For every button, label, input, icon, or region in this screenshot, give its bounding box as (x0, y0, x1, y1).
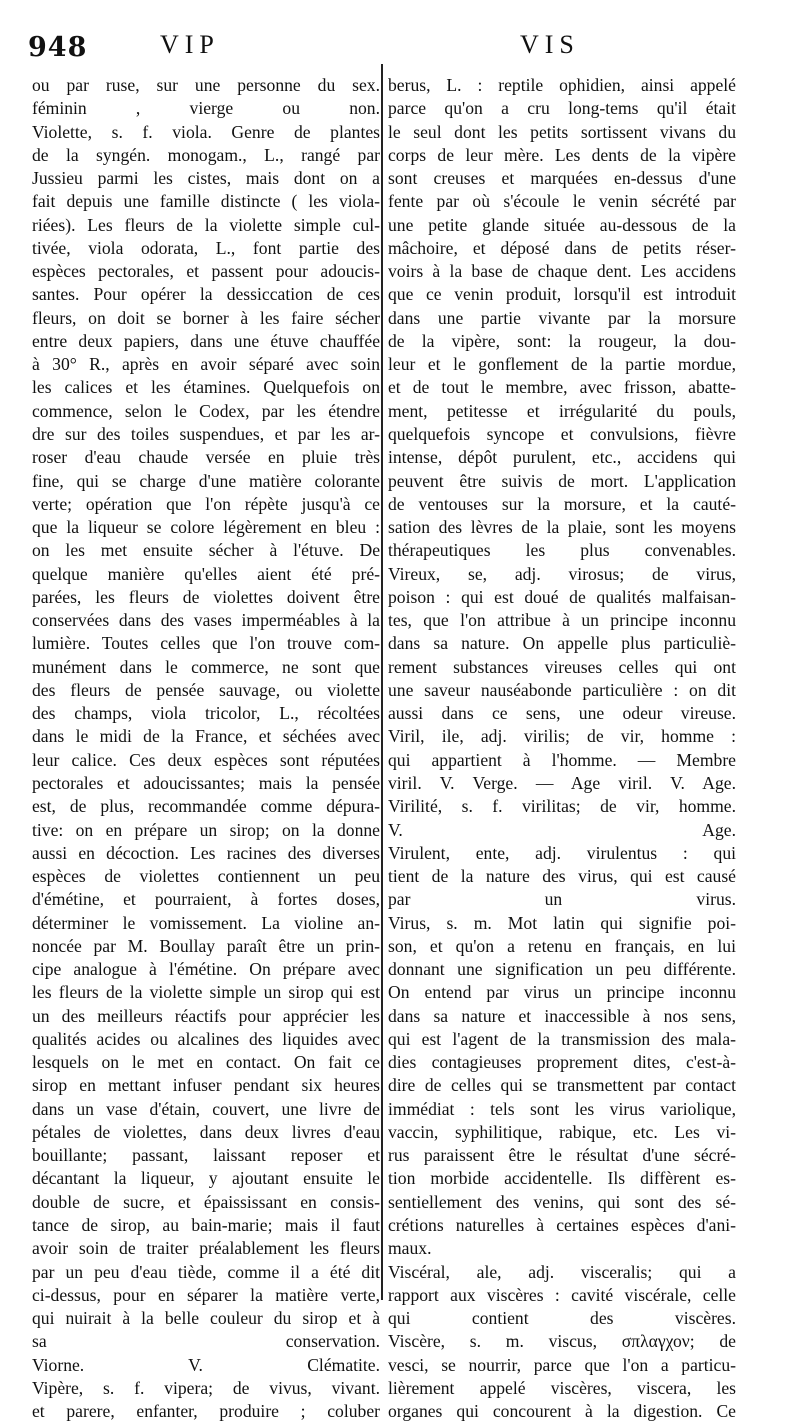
text-line: fleurs, on doit se borner à les faire sécher (32, 307, 380, 328)
text-line: les fleurs de la violette simple un sirop qui est (32, 982, 380, 1003)
text-line: on les met ensuite sécher à l'étuve. De (32, 540, 380, 561)
text-line: pétales de violettes, dans deux livres d'eau (32, 1121, 380, 1142)
text-line: immédiat : tels sont les virus variolique, (388, 1098, 736, 1119)
page-header (0, 0, 800, 70)
text-line: berus, L. : reptile ophidien, ainsi appelé (388, 75, 736, 95)
text-line: tive: on en prépare un sirop; on la donne (32, 819, 380, 840)
text-line: qualités acides ou alcalines des liquides avec (32, 1028, 380, 1049)
text-line: que ce venin produit, lorsqu'il est introduit (388, 284, 736, 305)
text-line: fait depuis une famille distincte ( les viola- (32, 191, 380, 212)
text-line: et de tout le membre, avec frisson, abatte- (388, 377, 736, 398)
text-line: cipe analogue à l'émétine. On prépare avec (32, 959, 380, 980)
text-line: Viril, ile, adj. virilis; de vir, homme : (388, 726, 736, 747)
text-line: une saveur nauséabonde particulière : on dit (388, 679, 736, 700)
left-column (32, 74, 380, 1423)
text-line: rus paraissent être le résultat d'une sécré- (388, 1145, 736, 1166)
text-line: sa conservation. (32, 1331, 380, 1352)
text-line: rapport aux viscères : cavité viscérale, celle (388, 1284, 736, 1305)
text-line: qui contient des viscères. (388, 1308, 736, 1329)
text-line: On entend par virus un principe inconnu (388, 982, 736, 1003)
text-line: Vireux, se, adj. virosus; de virus, (388, 563, 736, 584)
text-line: à 30° R., après en avoir séparé avec soin (32, 354, 380, 375)
text-line: Jussieu parmi les cistes, mais dont on a (32, 168, 380, 189)
text-line: son, et qu'on a retenu en français, en lui (388, 935, 736, 956)
text-line: quelquefois syncope et convulsions, fièvre (388, 423, 736, 444)
text-line: avoir soin de traiter préalablement les fleurs (32, 1238, 380, 1259)
text-line: dans une partie vivante par la morsure (388, 307, 736, 328)
text-line: et parere, enfanter, produire ; coluber (32, 1401, 380, 1422)
text-line: dans le midi de la France, et séchées avec (32, 726, 380, 747)
text-line: quelque manière qu'elles aient été pré- (32, 563, 380, 584)
running-head-right: VIS (520, 30, 580, 59)
running-head-left: VIP (160, 30, 220, 59)
text-line: riées). Les fleurs de la violette simple cul- (32, 214, 380, 235)
text-line: que la liqueur se colore légèrement en bleu : (32, 517, 380, 538)
text-line: aussi en décoction. Les racines des diverses (32, 842, 380, 863)
text-line: santes. Pour opérer la dessiccation de ces (32, 284, 380, 305)
text-line: de la vipère, sont: la rougeur, la dou- (388, 330, 736, 351)
text-line: d'émétine, et pourraient, à fortes doses, (32, 889, 380, 910)
text-line: dre sur des toiles suspendues, et par les ar- (32, 423, 380, 444)
text-line: sirop en mettant infuser pendant six heures (32, 1075, 380, 1096)
text-line: ou par ruse, sur une personne du sex. (32, 75, 380, 95)
text-line: parce qu'on a cru long-tems qu'il était (388, 98, 736, 119)
text-line: maux. (388, 1238, 432, 1259)
text-line: tient de la nature des virus, qui est causé (388, 866, 736, 887)
text-line: lièrement appelé viscères, viscera, les (388, 1377, 736, 1398)
text-line: ci-dessus, pour en séparer la matière verte, (32, 1284, 380, 1305)
text-line: des fleurs de pensée sauvage, ou violette (32, 679, 380, 700)
column-divider (381, 64, 383, 1300)
text-line: rement substances vireuses celles qui ont (388, 656, 736, 677)
text-line: tance de sirop, au bain-marie; mais il faut (32, 1215, 380, 1236)
text-line: bouillante; passant, laissant reposer et (32, 1145, 380, 1166)
text-line: tion morbide accidentelle. Ils diffèrent es- (388, 1168, 736, 1189)
text-line: pectorales et adoucissantes; mais la pensée (32, 772, 380, 793)
text-line: corps de leur mère. Les dents de la vipère (388, 144, 736, 165)
text-line: lesquels on le met en contact. On fait ce (32, 1052, 380, 1073)
text-line: par un virus. (388, 889, 736, 910)
text-line: féminin , vierge ou non. (32, 98, 380, 119)
text-line: Vipère, s. f. vipera; de vivus, vivant. (32, 1377, 380, 1398)
text-line: fine, qui se charge d'une matière colorante (32, 470, 380, 491)
text-line: tes, que l'on attribue à un principe inconnu (388, 610, 736, 631)
text-line: qui appartient à l'homme. — Membre (388, 749, 736, 770)
text-line: organes qui concourent à la digestion. Ce (388, 1401, 736, 1422)
text-line: déterminer le vomissement. La violine an- (32, 912, 380, 933)
text-line: par un peu d'eau tiède, comme il a été dit (32, 1261, 380, 1282)
text-line: intense, dépôt purulent, etc., accidens qui (388, 447, 736, 468)
text-line: commence, selon le Codex, par les étendre (32, 400, 380, 421)
text-line: une petite glande située au-dessous de la (388, 214, 736, 235)
text-line: mâchoire, et déposé dans de petits réser- (388, 237, 736, 258)
text-line: Viorne. V. Clématite. (32, 1354, 380, 1375)
text-line: qui nuirait à la belle couleur du sirop et à (32, 1308, 380, 1329)
text-line: qui est l'agent de la transmission des mala- (388, 1028, 736, 1049)
text-line: le seul dont les petits sortissent vivans du (388, 121, 736, 142)
text-line: sont creuses et marquées en-dessus d'une (388, 168, 736, 189)
text-line: espèces pectorales, et passent pour adoucis- (32, 261, 380, 282)
text-line: les calices et les étamines. Quelquefois on (32, 377, 380, 398)
text-line: Viscéral, ale, adj. visceralis; qui a (388, 1261, 736, 1282)
text-line: Virilité, s. f. virilitas; de vir, homme. (388, 796, 736, 817)
text-line: de la syngén. monogam., L., rangé par (32, 144, 380, 165)
text-line: donnant une signification un peu différente. (388, 959, 736, 980)
right-column (388, 74, 736, 1423)
text-line: sation des lèvres de la plaie, sont les moyens (388, 517, 736, 538)
text-line: entre deux papiers, dans une étuve chauffée (32, 330, 380, 351)
text-line: parées, les fleurs de violettes doivent être (32, 586, 380, 607)
text-line: dans sa nature. On appelle plus particuliè- (388, 633, 736, 654)
text-line: noncée par M. Boullay paraît être un prin- (32, 935, 380, 956)
text-line: munément dans le commerce, ne sont que (32, 656, 380, 677)
text-line: voirs à la base de chaque dent. Les accidens (388, 261, 736, 282)
text-line: Violette, s. f. viola. Genre de plantes (32, 121, 380, 142)
text-line: Virus, s. m. Mot latin qui signifie poi- (388, 912, 736, 933)
text-line: poison : qui est doué de qualités malfaisan- (388, 586, 736, 607)
text-line: Viscère, s. m. viscus, σπλαγχον; de (388, 1331, 736, 1352)
text-line: vaccin, syphilitique, rabique, etc. Les vi- (388, 1121, 736, 1142)
text-line: double de sucre, et épaississant en consis- (32, 1191, 380, 1212)
text-line: lumière. Toutes celles que l'on trouve com- (32, 633, 380, 654)
text-line: Virulent, ente, adj. virulentus : qui (388, 842, 736, 863)
text-line: ment, petitesse et irrégularité du pouls, (388, 400, 736, 421)
text-line: vesci, se nourrir, parce que l'on a particu- (388, 1354, 736, 1375)
text-line: fente par où s'écoule le venin sécrété par (388, 191, 736, 212)
text-line: aussi dans ce sens, une odeur vireuse. (388, 703, 736, 724)
text-line: leur et le gonflement de la partie mordue, (388, 354, 736, 375)
text-line: thérapeutiques les plus convenables. (388, 540, 736, 561)
text-line: peuvent être suivis de mort. L'application (388, 470, 736, 491)
text-line: dire de celles qui se transmettent par contact (388, 1075, 736, 1096)
text-line: un des meilleurs réactifs pour apprécier les (32, 1005, 380, 1026)
page-number: 948 (28, 32, 88, 63)
text-line: sentiellement des venins, qui sont des sé- (388, 1191, 736, 1212)
text-line: dans sa nature et inaccessible à nos sens, (388, 1005, 736, 1026)
text-line: leur calice. Ces deux espèces sont réputées (32, 749, 380, 770)
text-line: des champs, viola tricolor, L., récoltées (32, 703, 380, 724)
text-line: V. Age. (388, 819, 736, 840)
text-line: roser d'eau chaude versée en pluie très (32, 447, 380, 468)
text-line: crétions naturelles à certaines espèces d'ani- (388, 1215, 736, 1236)
text-line: viril. V. Verge. — Age viril. V. Age. (388, 772, 736, 793)
text-line: de ventouses sur la morsure, et la cauté- (388, 493, 736, 514)
text-line: dans un vase d'étain, couvert, une livre de (32, 1098, 380, 1119)
text-line: dies contagieuses proprement dites, c'est-à- (388, 1052, 736, 1073)
text-line: verte; opération que l'on répète jusqu'à ce (32, 493, 380, 514)
text-line: conservées dans des vases imperméables à la (32, 610, 380, 631)
text-line: décantant la liqueur, y ajoutant ensuite le (32, 1168, 380, 1189)
text-line: espèces de violettes contiennent un peu (32, 866, 380, 887)
text-line: est, de plus, recommandée comme dépura- (32, 796, 380, 817)
text-line: tivée, viola odorata, L., font partie des (32, 237, 380, 258)
